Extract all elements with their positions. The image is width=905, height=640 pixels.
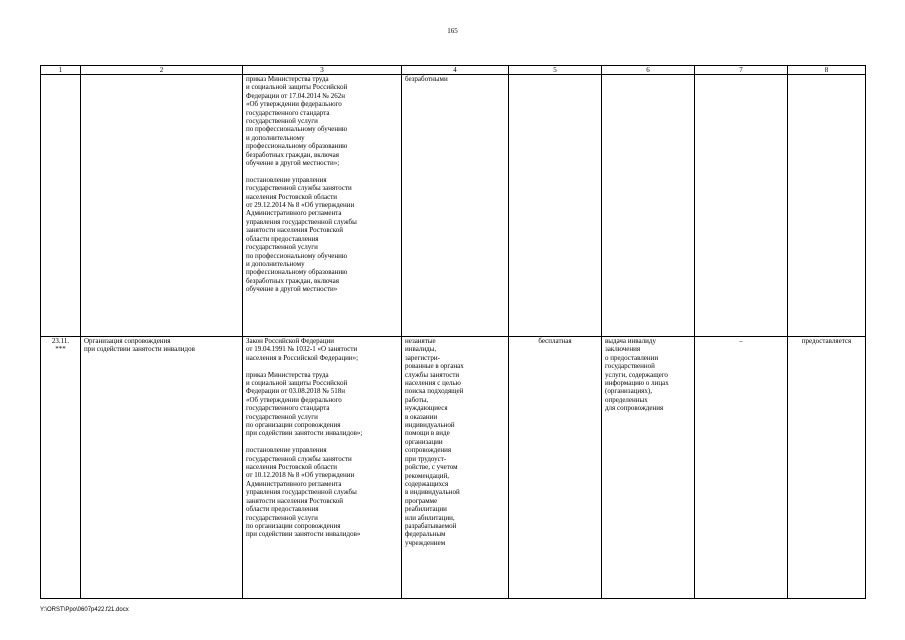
row2-col1: 23.11. *** bbox=[41, 337, 81, 599]
header-col-6: 6 bbox=[602, 66, 695, 75]
row1-col4: безработными bbox=[402, 75, 509, 337]
row2-col7: – bbox=[695, 337, 788, 599]
row2-col5: бесплатная bbox=[509, 337, 602, 599]
services-table bbox=[40, 65, 866, 599]
header-col-8: 8 bbox=[788, 66, 866, 75]
row2-doc-3: постановление управления государственной службы занятости населения Ростовской области от 10.12.2018 № 8 «Об утверждении Административного регламента управления государственной службы занятости населения Ростовской области предоставления государственной услуги по организации сопровождения при содействии занятости инвалидов» bbox=[246, 446, 361, 539]
header-col-7: 7 bbox=[695, 66, 788, 75]
row2-col3 bbox=[243, 337, 402, 599]
file-path-footer: Y:\ORST\Ppo\0607p422.f21.docx bbox=[40, 607, 129, 613]
header-row bbox=[41, 66, 866, 75]
row1-col6 bbox=[602, 75, 695, 337]
page-number: 165 bbox=[447, 27, 458, 35]
header-col-5: 5 bbox=[509, 66, 602, 75]
row2-col8: предоставляется bbox=[788, 337, 866, 599]
row2-col6: выдача инвалиду заключения о предоставлении государственной услуги, содержащего информацию о лицах (организациях), определенных для сопровождения bbox=[602, 337, 695, 599]
row1-col7 bbox=[695, 75, 788, 337]
row2-doc-1: Закон Российской Федерации от 19.04.1991 № 1032-1 «О занятости населения в Российской Федерации»; bbox=[246, 337, 359, 362]
table-row bbox=[41, 337, 866, 599]
header-col-3: 3 bbox=[243, 66, 402, 75]
row1-col3 bbox=[243, 75, 402, 337]
header-col-2: 2 bbox=[81, 66, 243, 75]
row1-col5 bbox=[509, 75, 602, 337]
header-col-1: 1 bbox=[41, 66, 81, 75]
row1-doc-2: постановление управления государственной службы занятости населения Ростовской области от 29.12.2014 № 8 «Об утверждении Административного регламента управления государственной службы занятости населения Ростовской области предоставления государственной услуги по профессиональному обучению и дополнительному профессиональному образованию безработных граждан, включая обучение в другой местности» bbox=[246, 175, 357, 294]
row2-col4: незанятые инвалиды, зарегистри- рованные в органах службы занятости населения с целью поиска подходящей работы, нуждающиеся в оказании индивидуальной помощи в виде организации сопровождения при трудоуст- ройстве, с учетом рекомендаций, содержащихся в индивидуальной программе реабилитации или абилитации, разрабатываемой федеральным учреждением bbox=[402, 337, 509, 599]
table-row bbox=[41, 75, 866, 337]
row1-col2 bbox=[81, 75, 243, 337]
row1-col8 bbox=[788, 75, 866, 337]
row1-doc-1: приказ Министерства труда и социальной защиты Российской Федерации от 17.04.2014 № 262н «Об утверждении федерального государственного стандарта государственной услуги по профессиональному обучению и дополнительному профессиональному образованию безработных граждан, включая обучение в другой местности»; bbox=[246, 75, 348, 168]
row2-doc-2: приказ Министерства труда и социальной защиты Российской Федерации от 03.08.2018 № 518н «Об утверждении федерального государственного стандарта государственной услуги по организации сопровождения при содействии занятости инвалидов»; bbox=[246, 370, 363, 438]
row1-col1 bbox=[41, 75, 81, 337]
header-col-4: 4 bbox=[402, 66, 509, 75]
row2-col2: Организация сопровождения при содействии занятости инвалидов bbox=[81, 337, 243, 599]
